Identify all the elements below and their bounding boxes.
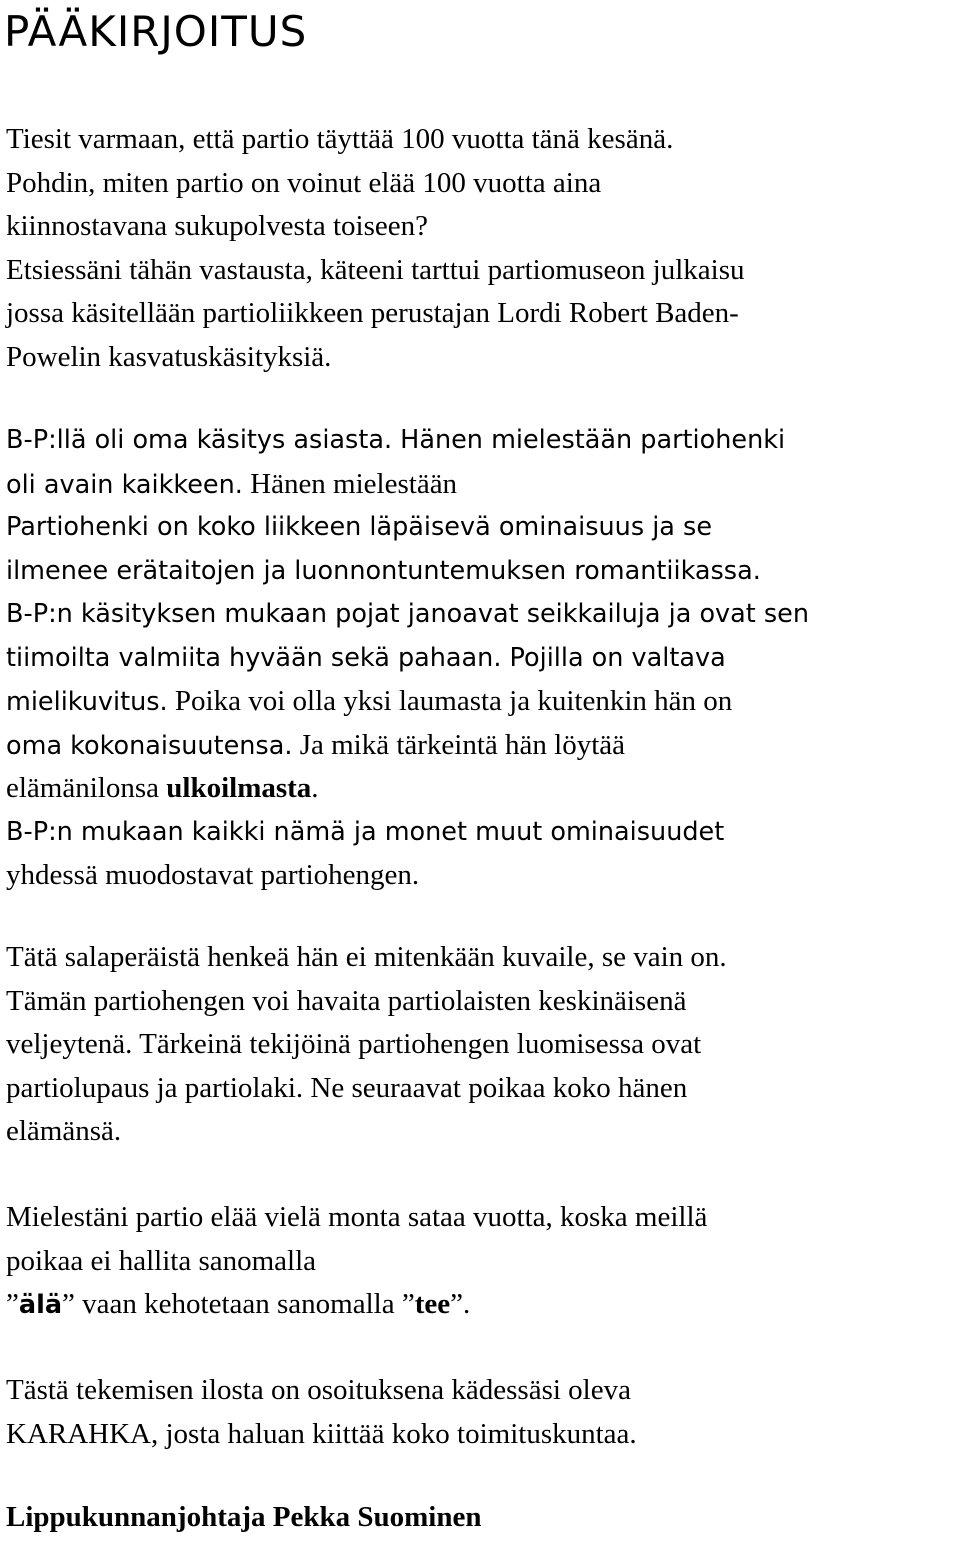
paragraph-baden-powell	[6, 419, 809, 898]
text-line: Pohdin, miten partio on voinut elää 100 vuotta aina	[6, 166, 602, 199]
text-segment: ”.	[450, 1288, 471, 1320]
text-line: B-P:llä oli oma käsitys asiasta. Hänen mielestään partiohenki	[6, 425, 786, 455]
text-segment: Ja mikä tärkeintä hän löytää	[292, 728, 626, 761]
text-line: Partiohenki on koko liikkeen läpäisevä ominaisuus ja se	[6, 512, 713, 542]
emphasis-ala: älä	[18, 1290, 63, 1320]
text-segment: .	[311, 772, 319, 804]
text-line	[6, 463, 809, 507]
text-line: Powelin kasvatuskäsityksiä.	[6, 340, 332, 373]
paragraph-thanks	[6, 1369, 637, 1456]
text-line	[6, 767, 809, 811]
text-line: veljeytenä. Tärkeinä tekijöinä partiohengen luomisessa ovat	[6, 1028, 702, 1060]
text-segment: elämänilonsa	[6, 772, 167, 804]
text-line: KARAHKA, josta haluan kiittää koko toimituskuntaa.	[6, 1417, 637, 1450]
text-line: poikaa ei hallita sanomalla	[6, 1244, 317, 1277]
text-line: B-P:n mukaan kaikki nämä ja monet muut ominaisuudet	[6, 816, 725, 847]
text-segment: Poika voi olla yksi laumasta ja kuitenkin hän on	[167, 685, 733, 717]
emphasis-tee: tee	[414, 1288, 451, 1320]
text-segment: oma kokonaisuutensa.	[6, 730, 293, 761]
paragraph-spirit	[6, 936, 727, 1154]
text-line: jossa käsitellään partioliikkeen perustajan Lordi Robert Baden-	[6, 297, 739, 329]
text-segment: oli avain kaikkeen.	[6, 469, 243, 500]
paragraph-intro	[6, 118, 745, 379]
text-line: Tämän partiohengen voi havaita partiolaisten keskinäisenä	[6, 984, 687, 1017]
text-line: tiimoilta valmiita hyvään sekä pahaan. Pojilla on valtava	[6, 642, 726, 673]
text-line: Tästä tekemisen ilosta on osoituksena kädessäsi oleva	[6, 1374, 631, 1406]
signature: Lippukunnanjohtaja Pekka Suominen	[6, 1501, 482, 1533]
text-line: Tiesit varmaan, että partio täyttää 100 vuotta tänä kesänä.	[6, 123, 674, 155]
text-line: kiinnostavana sukupolvesta toiseen?	[6, 210, 429, 242]
text-line: Tätä salaperäistä henkeä hän ei mitenkään kuvaile, se vain on.	[6, 941, 727, 973]
page-title: PÄÄKIRJOITUS	[4, 7, 308, 56]
emphasis-ulkoilmasta: ulkoilmasta	[166, 772, 312, 804]
text-line: B-P:n käsityksen mukaan pojat janoavat seikkailuja ja ovat sen	[6, 599, 810, 629]
text-segment: ”	[6, 1288, 19, 1320]
text-line: ilmenee erätaitojen ja luonnontuntemuksen romantiikassa.	[6, 555, 761, 586]
paragraph-future	[6, 1196, 707, 1327]
text-line: elämänsä.	[6, 1115, 122, 1147]
text-line: partiolupaus ja partiolaki. Ne seuraavat poikaa koko hänen	[6, 1071, 688, 1104]
text-segment: mielikuvitus.	[6, 687, 168, 717]
text-line	[6, 1283, 707, 1327]
text-segment: ” vaan kehotetaan sanomalla ”	[62, 1288, 415, 1320]
text-line: yhdessä muodostavat partiohengen.	[6, 859, 420, 891]
text-line: Mielestäni partio elää vielä monta sataa vuotta, koska meillä	[6, 1201, 708, 1233]
text-line: Etsiessäni tähän vastausta, käteeni tarttui partiomuseon julkaisu	[6, 253, 745, 286]
text-line	[6, 680, 809, 724]
text-line	[6, 724, 809, 768]
text-segment: Hänen mielestään	[242, 467, 458, 500]
